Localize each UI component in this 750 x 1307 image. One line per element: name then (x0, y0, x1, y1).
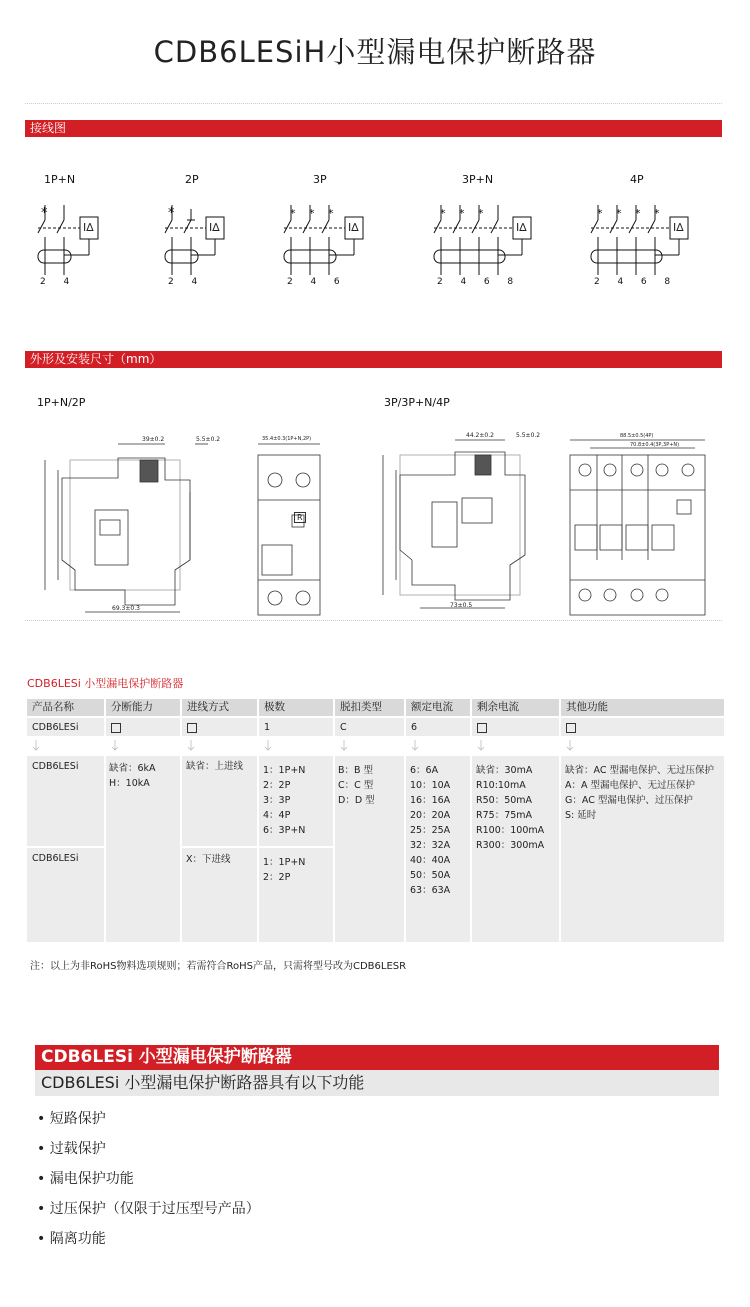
svg-text:*: * (459, 207, 465, 220)
wiring-diagram-3p (284, 205, 363, 275)
table-header: 额定电流 (406, 699, 470, 716)
feature-item: • 漏电保护功能 (37, 1171, 134, 1187)
svg-text:*: * (41, 206, 48, 221)
table-header: 分断能力 (106, 699, 180, 716)
dim-label: 88.5±0.5(4P) (620, 433, 654, 439)
feature-item: • 短路保护 (37, 1111, 106, 1127)
svg-text:*: * (440, 207, 446, 220)
page-title: CDB6LESiH小型漏电保护断路器 (153, 35, 597, 69)
dim-label: 69.3±0.3 (112, 605, 140, 612)
checkbox-breaking (111, 720, 121, 735)
svg-text:*: * (597, 207, 603, 220)
rcd-symbol: I∆ (348, 221, 359, 234)
checkbox-other (566, 720, 576, 735)
rcd-symbol: I∆ (83, 221, 94, 234)
cell-trip: B：B 型 C：C 型 D：D 型 (338, 765, 375, 806)
cell-poles: 1：1P+N 2：2P (263, 857, 306, 883)
cell-product: CDB6LESi (32, 853, 79, 864)
table-header: 产品名称 (27, 699, 104, 716)
terminal-numbers: 2 4 (168, 277, 198, 287)
svg-text:*: * (328, 207, 334, 220)
dim-label: 73±0.5 (450, 602, 473, 609)
wiring-diagram-2p (165, 205, 224, 275)
table-header: 进线方式 (182, 699, 257, 716)
cell-poles: 1：1P+N 2：2P 3：3P 4：4P 6：3P+N (263, 765, 306, 836)
feature-item: • 过压保护（仅限于过压型号产品） (37, 1201, 260, 1217)
r-mark: R (294, 512, 306, 523)
cell-product: CDB6LESi (32, 722, 79, 733)
cell-inlet: 缺省：上进线 (186, 761, 244, 772)
terminal-numbers: 2 4 6 (287, 277, 340, 287)
table-header: 剩余电流 (472, 699, 559, 716)
dimension-drawings (0, 430, 750, 620)
rcd-symbol: I∆ (673, 221, 684, 234)
divider (25, 620, 722, 621)
cell-residual: 缺省：30mA R10:10mA R50：50mA R75：75mA R100：100mA R300：300mA (476, 765, 545, 851)
wiring-label-2p: 2P (185, 173, 199, 186)
dim-label: 5.5±0.2 (516, 432, 541, 439)
svg-text:*: * (478, 207, 484, 220)
cell-trip: C (340, 722, 347, 733)
wiring-label-3pn: 3P+N (462, 173, 494, 186)
divider (25, 103, 722, 104)
dim-title-right: 3P/3P+N/4P (384, 396, 450, 409)
rohs-note: 注：以上为非RoHS物料选项规则；若需符合RoHS产品，只需将型号改为CDB6LESR (30, 961, 407, 972)
down-arrows (0, 738, 750, 754)
wiring-label-1pn: 1P+N (44, 173, 76, 186)
rcd-symbol: I∆ (209, 221, 220, 234)
dim-label: 44.2±0.2 (466, 432, 494, 439)
svg-text:*: * (654, 207, 660, 220)
cell-breaking: 缺省：6kA H：10kA (109, 763, 156, 789)
checkbox-residual (477, 720, 487, 735)
svg-text:*: * (616, 207, 622, 220)
cell-other: 缺省：AC 型漏电保护、无过压保护 A：A 型漏电保护、无过压保护 G：AC 型漏电保护、过压保护 S: 延时 (565, 765, 714, 821)
terminal-numbers: 2 4 (40, 277, 70, 287)
terminal-numbers: 2 4 6 8 (437, 277, 514, 287)
dim-label: 5.5±0.2 (196, 436, 221, 443)
feature-banner: CDB6LESi 小型漏电保护断路器 (35, 1045, 719, 1070)
feature-item: • 过载保护 (37, 1141, 106, 1157)
table-header: 极数 (259, 699, 333, 716)
wiring-label-3p: 3P (313, 173, 327, 186)
dim-title-left: 1P+N/2P (37, 396, 86, 409)
table-header: 脱扣类型 (335, 699, 404, 716)
dim-label: 35.4±0.3(1P+N,2P) (262, 436, 312, 442)
cell-product: CDB6LESi (32, 761, 79, 772)
cell-current: 6：6A 10：10A 16：16A 20：20A 25：25A 32：32A 40：40A 50：50A 63：63A (410, 765, 451, 896)
dim-label: 70.8±0.4(3P,3P+N) (630, 442, 680, 448)
svg-text:*: * (168, 206, 175, 221)
cell-inlet: X：下进线 (186, 854, 231, 865)
cell-poles: 1 (264, 722, 271, 733)
wiring-label-4p: 4P (630, 173, 644, 186)
dim-label: 39±0.2 (142, 436, 165, 443)
svg-text:*: * (290, 207, 296, 220)
section-bar-dimensions: 外形及安装尺寸（mm） (25, 351, 722, 368)
feature-subtitle: CDB6LESi 小型漏电保护断路器具有以下功能 (35, 1070, 719, 1096)
rcd-symbol: I∆ (516, 221, 527, 234)
cell-current: 6 (411, 722, 418, 733)
table-title: CDB6LESi 小型漏电保护断路器 (27, 677, 184, 690)
table-header: 其他功能 (561, 699, 724, 716)
section-bar-wiring: 接线图 (25, 120, 722, 137)
terminal-numbers: 2 4 6 8 (594, 277, 671, 287)
checkbox-inlet (187, 720, 197, 735)
svg-text:*: * (635, 207, 641, 220)
wiring-diagram-1pn (38, 205, 98, 275)
svg-text:*: * (309, 207, 315, 220)
feature-item: • 隔离功能 (37, 1231, 106, 1247)
